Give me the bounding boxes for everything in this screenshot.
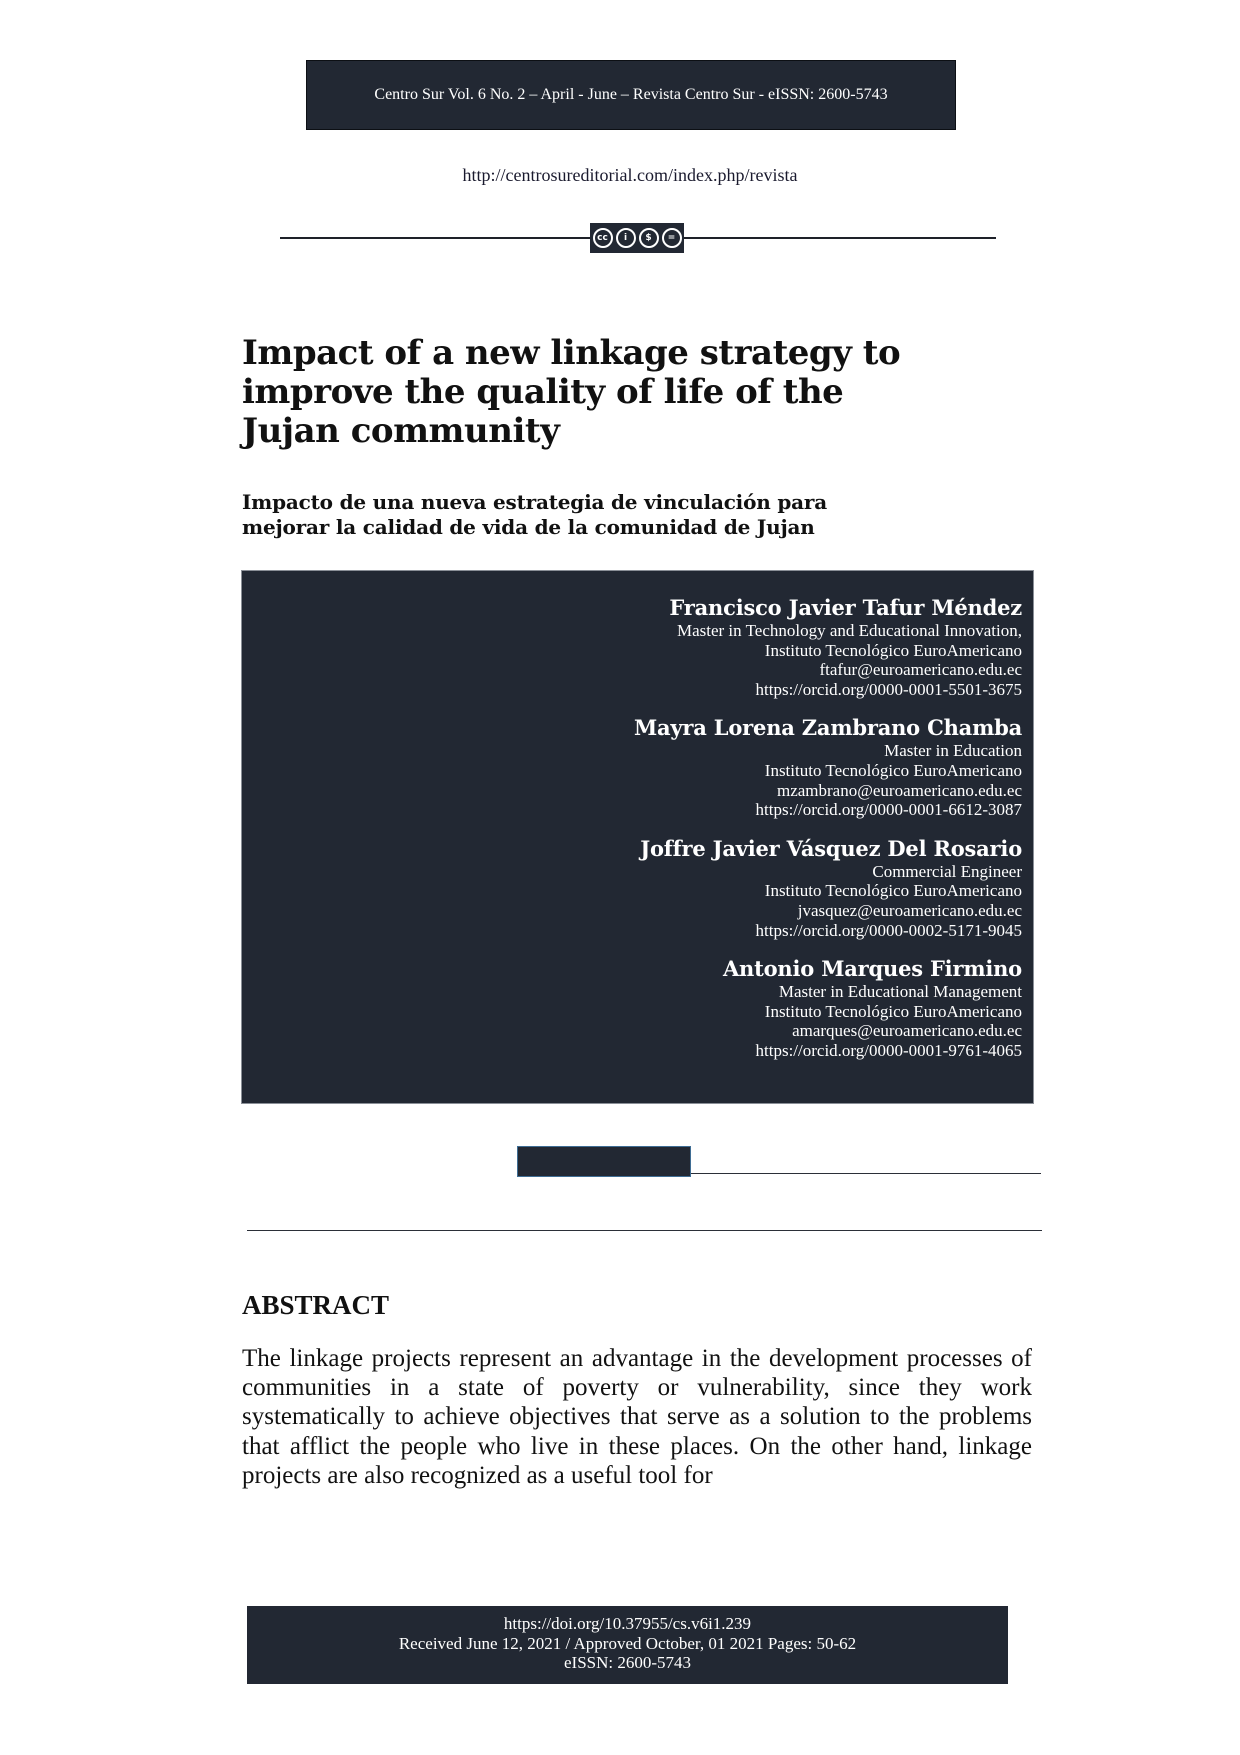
author-institution: Instituto Tecnológico EuroAmericano — [764, 1001, 1022, 1021]
author-name: Francisco Javier Tafur Méndez — [669, 595, 1022, 620]
author-email[interactable]: ftafur@euroamericano.edu.ec — [819, 660, 1022, 680]
authors-panel — [241, 570, 1034, 1104]
journal-header-banner — [306, 60, 956, 130]
author-name: Joffre Javier Vásquez Del Rosario — [640, 835, 1022, 861]
author-orcid-link[interactable]: https://orcid.org/0000-0001-5501-3675 — [755, 679, 1022, 699]
author-orcid-link[interactable]: https://orcid.org/0000-0002-5171-9045 — [755, 920, 1022, 940]
author-email[interactable]: mzambrano@euroamericano.edu.ec — [776, 780, 1022, 800]
article-subtitle-spanish: Impacto de una nueva estrategia de vinculación para mejorar la calidad de vida de la comunidad de Jujan — [242, 490, 827, 539]
author-degree: Master in Education — [884, 741, 1022, 761]
by-icon: i — [616, 228, 636, 248]
author-block — [242, 836, 1022, 940]
section-marker-rule — [691, 1173, 1041, 1174]
author-orcid-link[interactable]: https://orcid.org/0000-0001-6612-3087 — [755, 800, 1022, 820]
author-institution: Instituto Tecnológico EuroAmericano — [764, 760, 1022, 780]
author-block — [242, 956, 1022, 1060]
author-degree: Master in Educational Management — [778, 982, 1022, 1002]
nc-icon: $ — [639, 228, 659, 248]
author-name: Mayra Lorena Zambrano Chamba — [633, 715, 1022, 741]
section-divider — [247, 1230, 1042, 1231]
author-block — [242, 715, 1022, 819]
author-institution: Instituto Tecnológico EuroAmericano — [764, 640, 1022, 660]
nd-icon: = — [662, 228, 682, 248]
author-institution: Instituto Tecnológico EuroAmericano — [764, 881, 1022, 901]
journal-header-text: Centro Sur Vol. 6 No. 2 – April - June – Revista Centro Sur - eISSN: 2600-5743 — [374, 86, 888, 103]
author-email[interactable]: jvasquez@euroamericano.edu.ec — [797, 900, 1022, 920]
received-approved-dates: Received June 12, 2021 / Approved October, 01 2021 Pages: 50-62 — [398, 1633, 857, 1653]
abstract-heading: ABSTRACT — [242, 1290, 390, 1320]
author-email[interactable]: amarques@euroamericano.edu.ec — [792, 1021, 1022, 1041]
author-degree: Master in Technology and Educational Innovation, — [676, 621, 1022, 640]
section-marker-box — [517, 1146, 691, 1177]
journal-url-link[interactable]: http://centrosureditorial.com/index.php/revista — [462, 165, 798, 185]
creative-commons-badge[interactable] — [590, 223, 684, 253]
author-name: Antonio Marques Firmino — [722, 956, 1022, 982]
article-footer — [247, 1606, 1008, 1684]
cc-icon: cc — [593, 228, 613, 248]
abstract-body: The linkage projects represent an advantage in the development processes of communities in a state of poverty or vulnerability, since they work systematically to achieve objectives that serve as a solution to the problems that afflict the people who live in these places. On the other hand, linkage projects are also recognized as a useful tool for — [242, 1345, 1032, 1489]
article-title: Impact of a new linkage strategy to improve the quality of life of the Jujan community — [242, 333, 901, 451]
author-block — [242, 595, 1022, 699]
footer-eissn: eISSN: 2600-5743 — [563, 1653, 692, 1672]
author-orcid-link[interactable]: https://orcid.org/0000-0001-9761-4065 — [755, 1040, 1022, 1060]
author-degree: Commercial Engineer — [872, 861, 1022, 881]
doi-link[interactable]: https://doi.org/10.37955/cs.v6i1.239 — [503, 1614, 752, 1633]
